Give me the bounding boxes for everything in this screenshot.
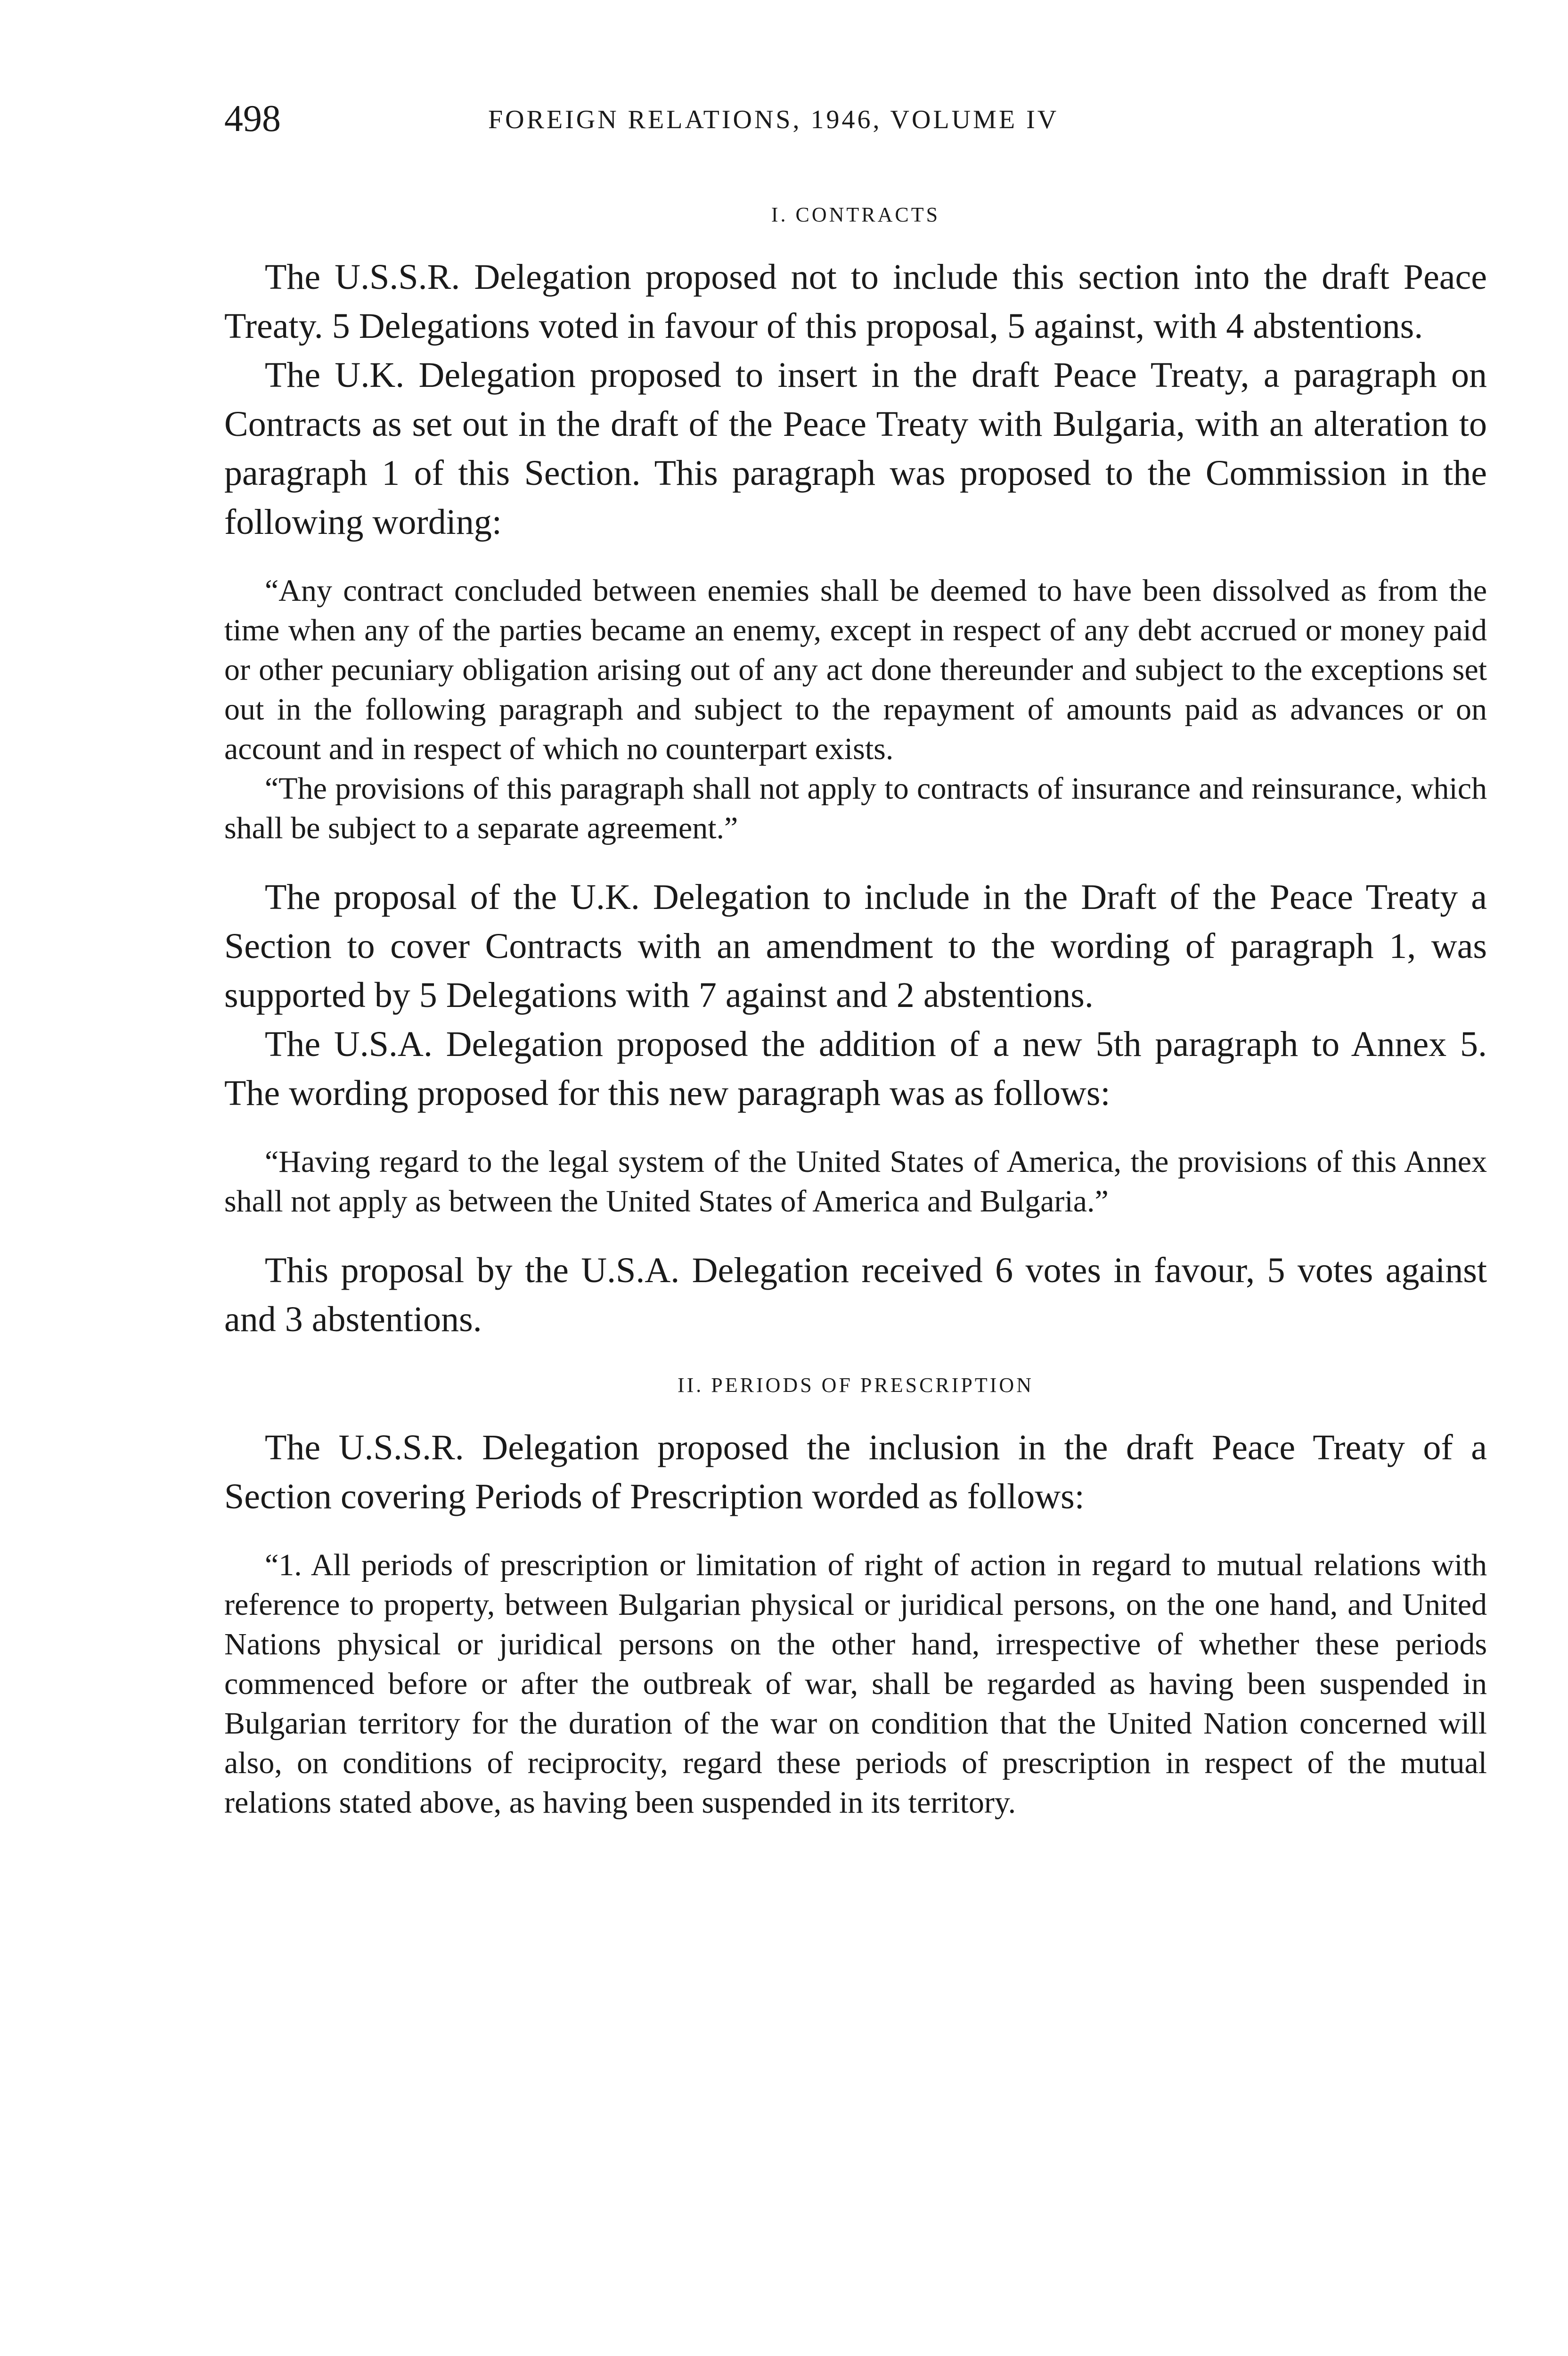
quote-prescription-suspension: “1. All periods of prescription or limitation of right of action in regard to mutual relations with reference to property, between Bulgarian physical or juridical persons, on the one hand, and United Nations physical or juridical persons on the other hand, irrespective of whether these periods commenced before or after the outbreak of war, shall be regarded as having been suspended in Bulgarian territory for the duration of the war on condition that the United Nation concerned will also, on conditions of reciprocity, regard these periods of prescription in respect of the mutual relations stated above, as having been suspended in its territory. xyxy=(224,1548,1487,1820)
section-heading-prescription: II. PERIODS OF PRESCRIPTION xyxy=(678,1374,1034,1397)
quote-insurance-exception: “The provisions of this paragraph shall not apply to contracts of insurance and reinsurance, which shall be subject to a separate agreement.” xyxy=(224,771,1487,845)
paragraph-ussr-contracts-proposal: The U.S.S.R. Delegation proposed not to include this section into the draft Peace Treaty. 5 Delegations voted in favour of this proposal, 5 against, with 4 abstentions. xyxy=(224,257,1487,346)
paragraph-uk-proposal-vote: The proposal of the U.K. Delegation to include in the Draft of the Peace Treaty a Section to cover Contracts with an amendment to the wording of paragraph 1, was supported by 5 Delegations with 7 against and 2 abstentions. xyxy=(224,877,1487,1015)
running-header xyxy=(224,92,1487,149)
document-page xyxy=(224,92,1487,1823)
paragraph-usa-proposal-vote: This proposal by the U.S.A. Delegation received 6 votes in favour, 5 votes against and 3 abstentions. xyxy=(224,1251,1487,1339)
running-title: FOREIGN RELATIONS, 1946, VOLUME IV xyxy=(488,105,1059,134)
paragraph-usa-annex-proposal: The U.S.A. Delegation proposed the addition of a new 5th paragraph to Annex 5. The wording proposed for this new paragraph was as follows: xyxy=(224,1024,1487,1113)
paragraph-ussr-prescription-proposal: The U.S.S.R. Delegation proposed the inclusion in the draft Peace Treaty of a Section covering Periods of Prescription worded as follows: xyxy=(224,1428,1487,1516)
paragraph-uk-contracts-proposal: The U.K. Delegation proposed to insert in the draft Peace Treaty, a paragraph on Contracts as set out in the draft of the Peace Treaty with Bulgaria, with an alteration to paragraph 1 of this Section. This paragraph was proposed to the Commission in the following wording: xyxy=(224,355,1487,542)
page-number: 498 xyxy=(224,98,281,139)
quote-usa-legal-system: “Having regard to the legal system of the United States of America, the provisions of this Annex shall not apply as between the United States of America and Bulgaria.” xyxy=(224,1145,1487,1219)
quote-contract-dissolution: “Any contract concluded between enemies shall be deemed to have been dissolved as from the time when any of the parties became an enemy, except in respect of any debt accrued or money paid or other pecuniary obligation arising out of any act done thereunder and subject to the exceptions set out in the following paragraph and subject to the repayment of amounts paid as advances or on account and in respect of which no counterpart exists. xyxy=(224,573,1487,766)
section-heading-contracts: I. CONTRACTS xyxy=(771,203,940,226)
